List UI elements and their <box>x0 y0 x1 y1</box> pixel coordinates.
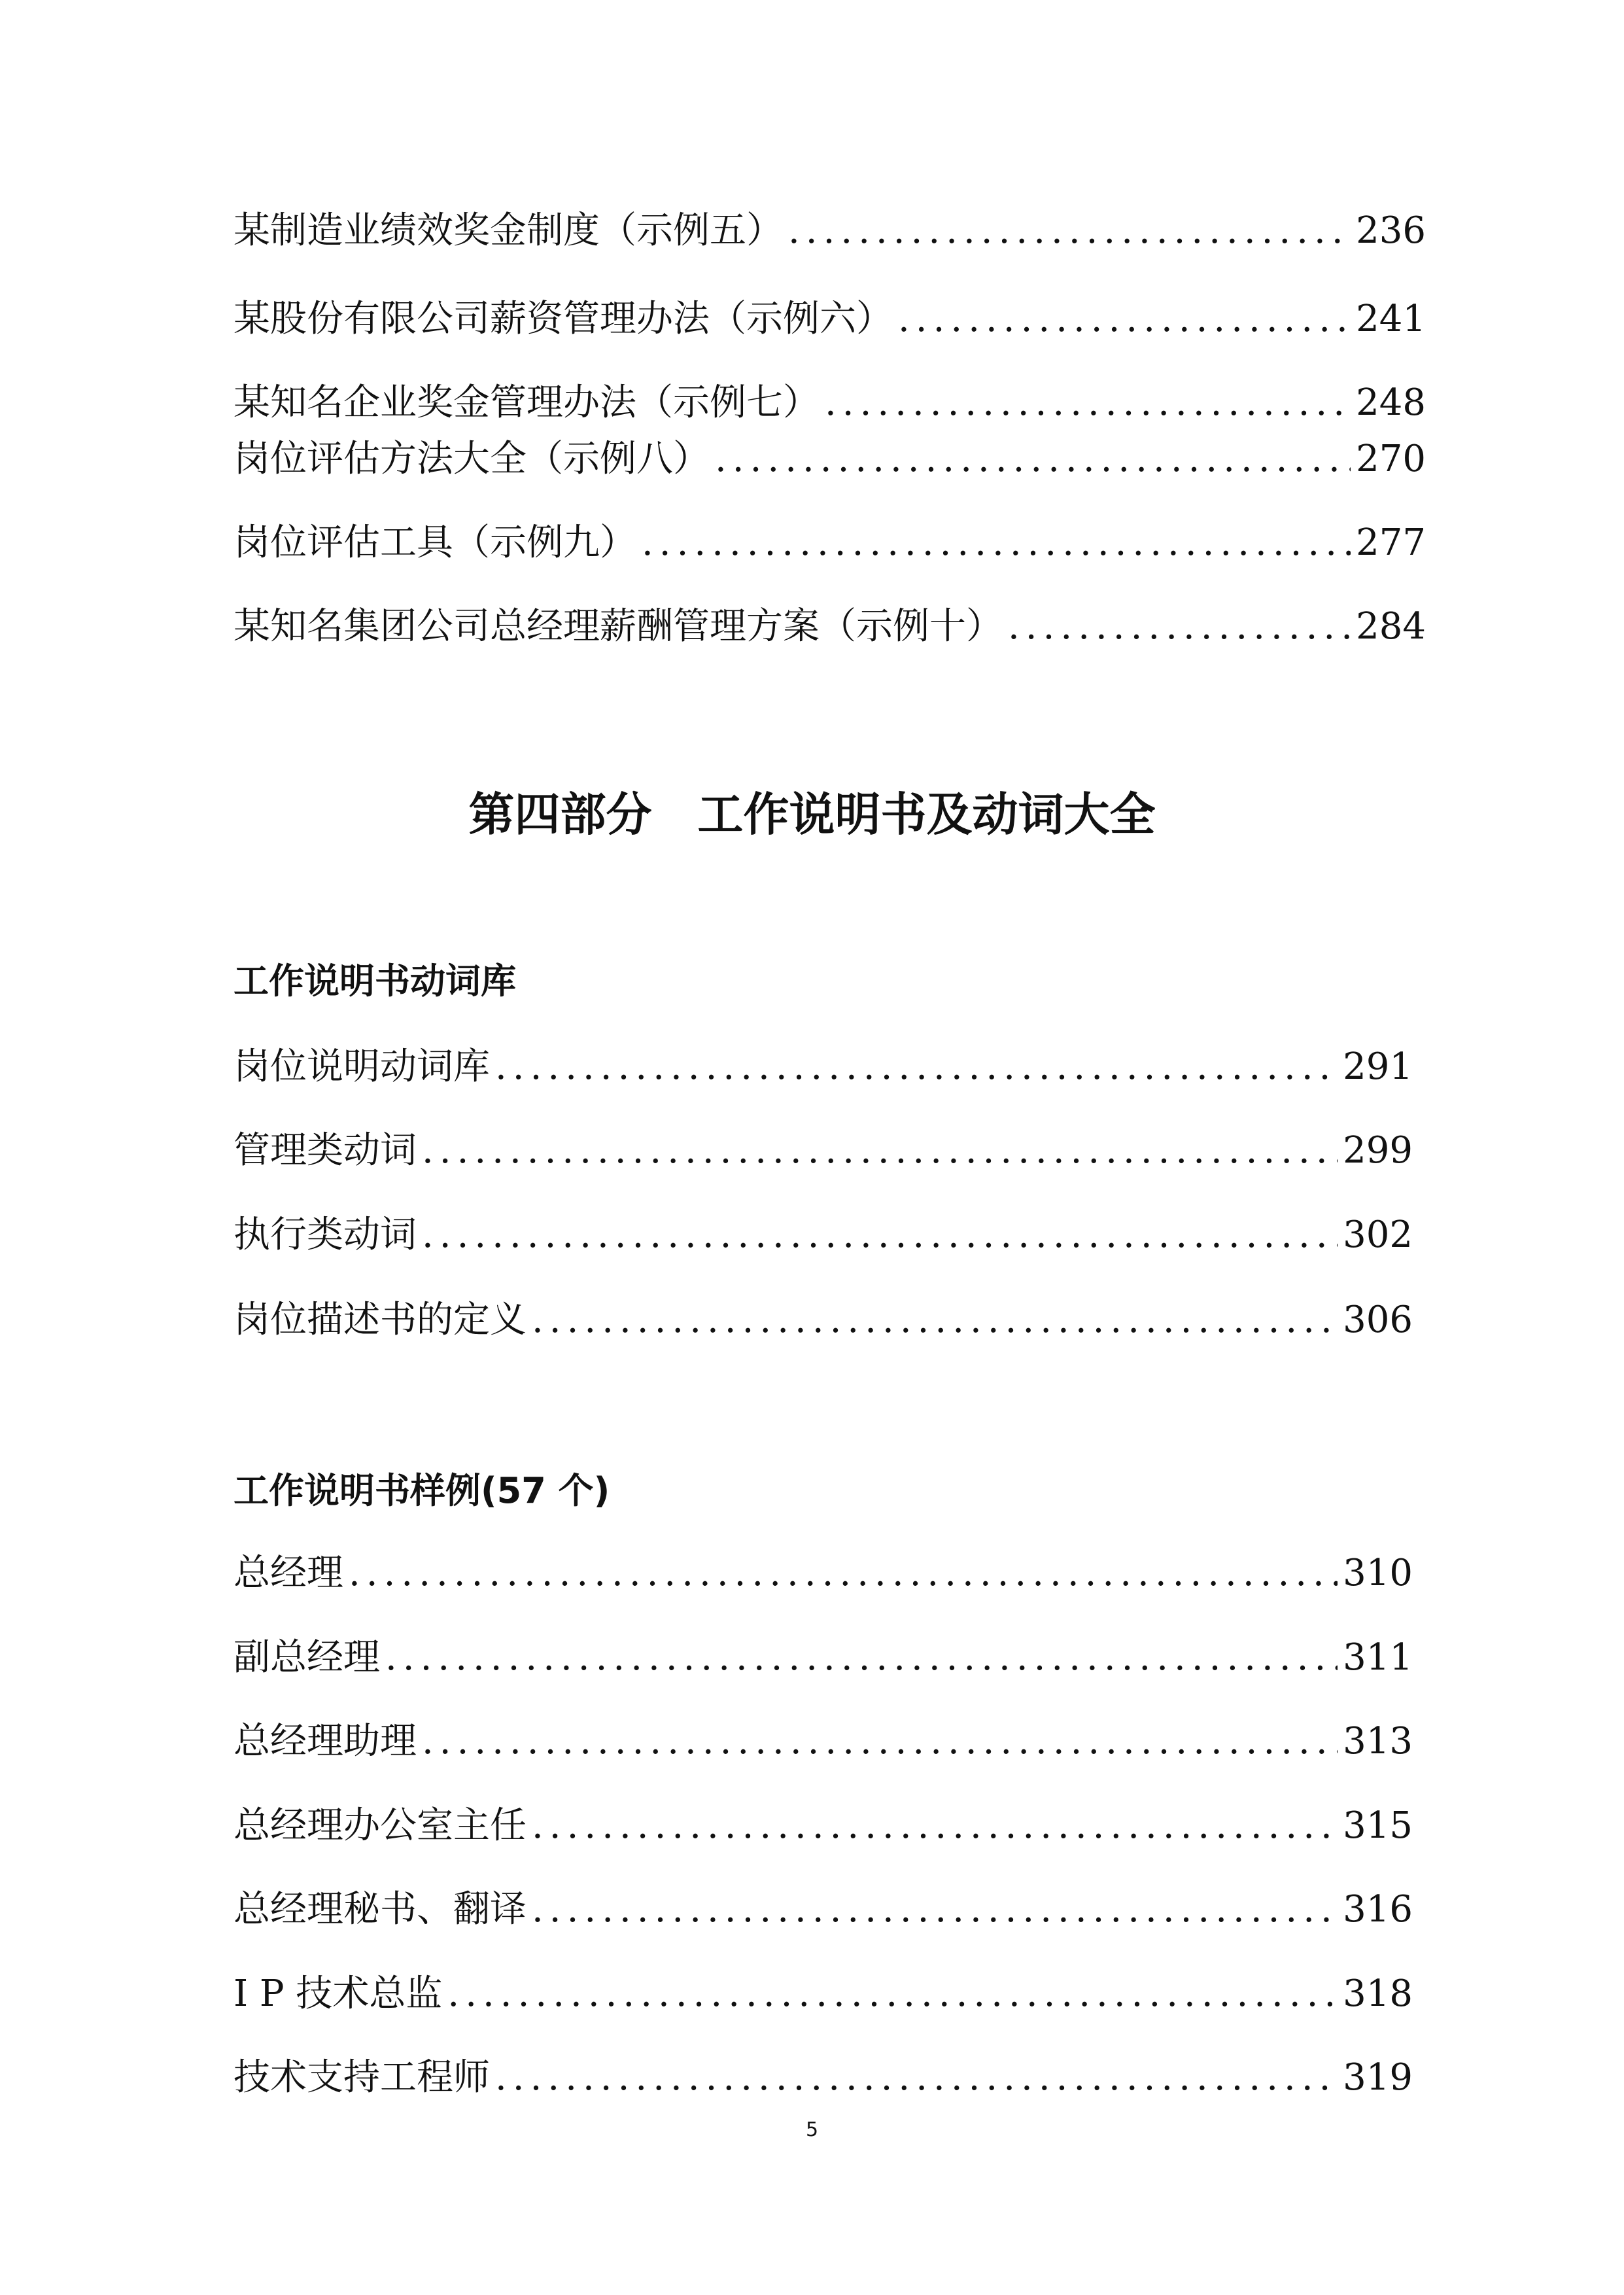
toc-entry-label: 某股份有限公司薪资管理办法（示例六） <box>233 298 893 340</box>
toc-entry-label: 某制造业绩效奖金制度（示例五） <box>233 209 783 252</box>
toc-leader-dots <box>1008 604 1351 650</box>
toc-entry-page: 277 <box>1356 521 1426 564</box>
toc-entry-label: 岗位评估方法大全（示例八） <box>233 438 710 480</box>
toc-leader-dots <box>532 1803 1338 1849</box>
toc-entry-label: 总经理 <box>233 1552 343 1594</box>
toc-leader-dots <box>447 1971 1338 2017</box>
toc-entry[interactable] <box>233 1297 1413 1343</box>
toc-entry[interactable] <box>233 1044 1413 1090</box>
toc-entry[interactable] <box>233 380 1426 426</box>
toc-entry-page: 241 <box>1356 298 1426 340</box>
toc-entry-page: 306 <box>1343 1299 1413 1341</box>
toc-entry-page: 313 <box>1343 1720 1413 1762</box>
section-heading: 工作说明书样例(57 个) <box>233 1470 610 1511</box>
toc-entry[interactable] <box>233 1803 1413 1849</box>
toc-entry-page: 316 <box>1343 1888 1413 1931</box>
toc-entry[interactable] <box>233 208 1426 254</box>
toc-leader-dots <box>532 1887 1338 1933</box>
toc-entry-label: 执行类动词 <box>233 1214 417 1256</box>
toc-entry[interactable] <box>233 1128 1413 1174</box>
toc-leader-dots <box>422 1719 1338 1764</box>
toc-entry-label: I P 技术总监 <box>233 1972 443 2015</box>
toc-entry[interactable] <box>233 1719 1413 1764</box>
toc-leader-dots <box>495 2055 1338 2101</box>
toc-entry-label: 总经理助理 <box>233 1720 417 1762</box>
toc-entry-page: 236 <box>1356 209 1426 252</box>
toc-leader-dots <box>349 1550 1338 1596</box>
toc-entry-label: 岗位说明动词库 <box>233 1045 490 1088</box>
page-number: 5 <box>805 2118 819 2141</box>
toc-entry-page: 284 <box>1356 605 1426 648</box>
toc-entry-label: 某知名集团公司总经理薪酬管理方案（示例十） <box>233 605 1003 648</box>
toc-entry-page: 310 <box>1343 1552 1413 1594</box>
toc-entry[interactable] <box>233 520 1426 566</box>
toc-entry-label: 某知名企业奖金管理办法（示例七） <box>233 381 820 424</box>
toc-entry-page: 315 <box>1343 1804 1413 1847</box>
toc-entry-page: 270 <box>1356 438 1426 480</box>
toc-entry-page: 248 <box>1356 381 1426 424</box>
toc-leader-dots <box>642 520 1351 566</box>
toc-entry[interactable] <box>233 604 1426 650</box>
toc-entry-label: 岗位描述书的定义 <box>233 1299 527 1341</box>
toc-entry-page: 319 <box>1343 2056 1413 2099</box>
toc-entry-page: 318 <box>1343 1972 1413 2015</box>
section-heading: 工作说明书动词库 <box>233 960 516 1002</box>
toc-entry-page: 299 <box>1343 1129 1413 1172</box>
toc-leader-dots <box>825 380 1351 426</box>
toc-entry[interactable] <box>233 2055 1413 2101</box>
toc-leader-dots <box>422 1128 1338 1174</box>
toc-entry[interactable] <box>233 436 1426 482</box>
toc-leader-dots <box>788 208 1351 254</box>
toc-entry[interactable] <box>233 1971 1413 2017</box>
toc-leader-dots <box>898 296 1351 342</box>
toc-entry-label: 管理类动词 <box>233 1129 417 1172</box>
toc-leader-dots <box>422 1212 1338 1258</box>
toc-entry-label: 总经理办公室主任 <box>233 1804 527 1847</box>
toc-entry[interactable] <box>233 1550 1413 1596</box>
toc-entry[interactable] <box>233 1635 1413 1681</box>
toc-entry[interactable] <box>233 296 1426 342</box>
toc-entry-label: 技术支持工程师 <box>233 2056 490 2099</box>
toc-leader-dots <box>385 1635 1338 1681</box>
toc-entry-page: 291 <box>1343 1045 1413 1088</box>
toc-entry-label: 总经理秘书、翻译 <box>233 1888 527 1931</box>
toc-entry-label: 副总经理 <box>233 1636 380 1679</box>
toc-leader-dots <box>532 1297 1338 1343</box>
toc-leader-dots <box>495 1044 1338 1090</box>
part-title: 第四部分 工作说明书及动词大全 <box>468 788 1156 841</box>
toc-entry-page: 311 <box>1343 1636 1413 1679</box>
toc-entry[interactable] <box>233 1887 1413 1933</box>
toc-entry-page: 302 <box>1343 1214 1413 1256</box>
toc-leader-dots <box>715 436 1351 482</box>
toc-entry-label: 岗位评估工具（示例九） <box>233 521 636 564</box>
toc-entry[interactable] <box>233 1212 1413 1258</box>
